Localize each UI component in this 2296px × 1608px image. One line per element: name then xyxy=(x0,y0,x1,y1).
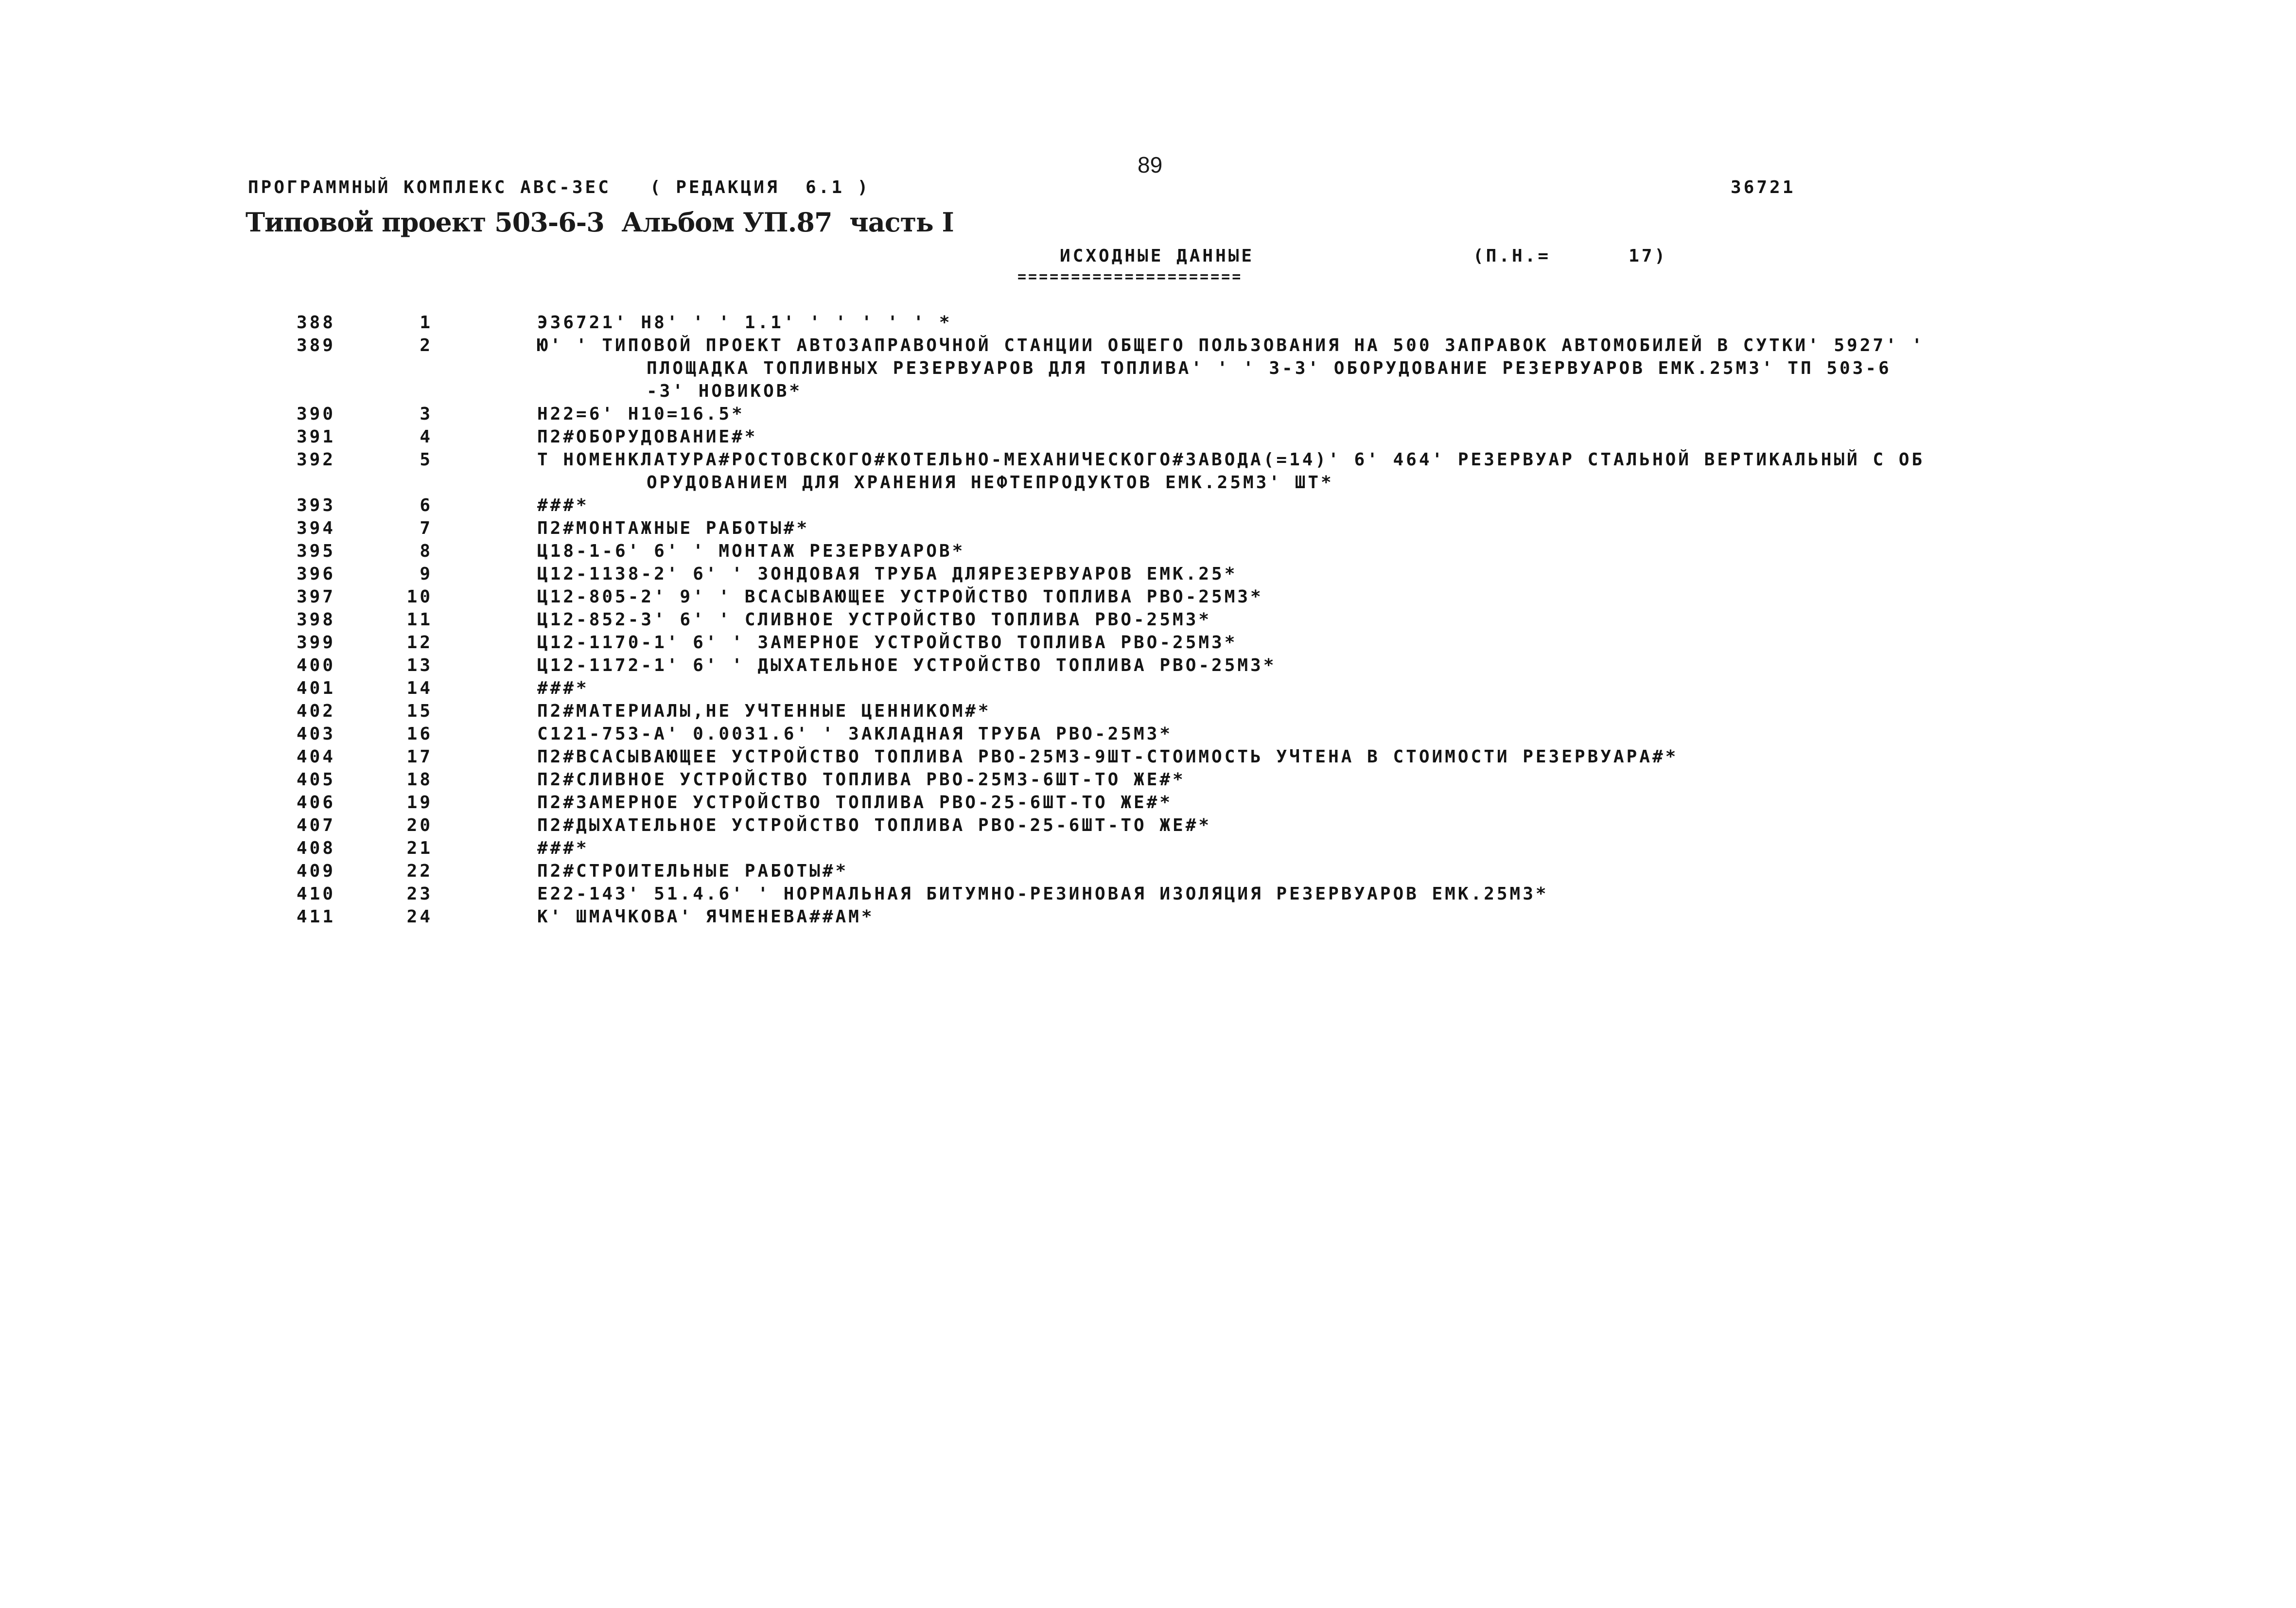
listing-row xyxy=(0,608,2296,631)
record-text: П2#ОБОРУДОВАНИЕ#* xyxy=(537,427,758,447)
listing-continuation-line xyxy=(0,357,2296,380)
record-number: 23 xyxy=(406,884,433,904)
record-text: П2#МАТЕРИАЛЫ,НЕ УЧТЕННЫЕ ЦЕННИКОМ#* xyxy=(537,701,991,721)
record-text: ОРУДОВАНИЕМ ДЛЯ ХРАНЕНИЯ НЕФТЕПРОДУКТОВ ЕМК.25М3' ШТ* xyxy=(647,473,1334,493)
listing-row xyxy=(0,563,2296,585)
listing-row xyxy=(0,700,2296,723)
record-text: ПЛОЩАДКА ТОПЛИВНЫХ РЕЗЕРВУАРОВ ДЛЯ ТОПЛИВА' ' ' 3-3' ОБОРУДОВАНИЕ РЕЗЕРВУАРОВ ЕМК.25М3' ТП 503-6 xyxy=(647,358,1892,378)
page-number: 89 xyxy=(1138,152,1163,177)
record-text: Ц12-852-3' 6' ' СЛИВНОЕ УСТРОЙСТВО ТОПЛИВА РВО-25М3* xyxy=(537,610,1212,630)
record-number: 14 xyxy=(406,678,433,698)
record-text: ###* xyxy=(537,495,589,515)
section-title: ИСХОДНЫЕ ДАННЫЕ xyxy=(1060,246,1255,266)
line-number: 402 xyxy=(296,701,335,721)
record-number: 6 xyxy=(420,495,433,515)
record-text: Ц12-1138-2' 6' ' ЗОНДОВАЯ ТРУБА ДЛЯРЕЗЕРВУАРОВ ЕМК.25* xyxy=(537,564,1238,584)
listing-row xyxy=(0,334,2296,357)
listing-row xyxy=(0,723,2296,745)
record-number: 18 xyxy=(406,770,433,790)
listing-row xyxy=(0,905,2296,928)
record-text: П2#ДЫХАТЕЛЬНОЕ УСТРОЙСТВО ТОПЛИВА РВО-25-6ШТ-ТО ЖЕ#* xyxy=(537,815,1212,835)
line-number: 397 xyxy=(296,587,335,607)
listing-row xyxy=(0,883,2296,905)
record-number: 24 xyxy=(406,907,433,927)
listing-row xyxy=(0,494,2296,517)
record-number: 7 xyxy=(420,518,433,538)
record-number: 11 xyxy=(406,610,433,630)
line-number: 395 xyxy=(296,541,335,561)
record-text: Э36721' Н8' ' ' 1.1' ' ' ' ' ' * xyxy=(537,313,952,333)
record-number: 8 xyxy=(420,541,433,561)
line-number: 398 xyxy=(296,610,335,630)
record-number: 5 xyxy=(420,450,433,470)
program-header: ПРОГРАММНЫЙ КОМПЛЕКС АВС-3ЕС ( РЕДАКЦИЯ 6.1 ) xyxy=(248,177,871,197)
record-number: 12 xyxy=(406,633,433,653)
listing-continuation-line xyxy=(0,380,2296,403)
listing-row xyxy=(0,403,2296,425)
line-number: 400 xyxy=(296,655,335,675)
record-text: Е22-143' 51.4.6' ' НОРМАЛЬНАЯ БИТУМНО-РЕЗИНОВАЯ ИЗОЛЯЦИЯ РЕЗЕРВУАРОВ ЕМК.25М3* xyxy=(537,884,1549,904)
line-number: 411 xyxy=(296,907,335,927)
record-number: 21 xyxy=(406,838,433,858)
line-number: 391 xyxy=(296,427,335,447)
record-number: 3 xyxy=(420,404,433,424)
record-text: П2#ВСАСЫВАЮЩЕЕ УСТРОЙСТВО ТОПЛИВА РВО-25М3-9ШТ-СТОИМОСТЬ УЧТЕНА В СТОИМОСТИ РЕЗЕРВУАРА#* xyxy=(537,747,1679,767)
line-number: 396 xyxy=(296,564,335,584)
listing-row xyxy=(0,448,2296,471)
line-number: 404 xyxy=(296,747,335,767)
record-number: 10 xyxy=(406,587,433,607)
line-number: 408 xyxy=(296,838,335,858)
record-text: П2#МОНТАЖНЫЕ РАБОТЫ#* xyxy=(537,518,810,538)
sheet-reference: (П.Н.= 17) xyxy=(1473,246,1668,266)
listing-row xyxy=(0,585,2296,608)
record-text: П2#СЛИВНОЕ УСТРОЙСТВО ТОПЛИВА РВО-25М3-6ШТ-ТО ЖЕ#* xyxy=(537,770,1186,790)
listing-row xyxy=(0,425,2296,448)
line-number: 401 xyxy=(296,678,335,698)
line-number: 388 xyxy=(296,313,335,333)
line-number: 407 xyxy=(296,815,335,835)
record-text: К' ШМАЧКОВА' ЯЧМЕНЕВА##АМ* xyxy=(537,907,875,927)
source-listing xyxy=(0,311,2296,928)
listing-row xyxy=(0,631,2296,654)
line-number: 392 xyxy=(296,450,335,470)
listing-row xyxy=(0,517,2296,540)
record-number: 4 xyxy=(420,427,433,447)
line-number: 403 xyxy=(296,724,335,744)
line-number: 410 xyxy=(296,884,335,904)
record-text: П2#СТРОИТЕЛЬНЫЕ РАБОТЫ#* xyxy=(537,861,849,881)
record-text: ###* xyxy=(537,838,589,858)
listing-row xyxy=(0,814,2296,837)
listing-row xyxy=(0,860,2296,883)
listing-row xyxy=(0,311,2296,334)
record-text: ###* xyxy=(537,678,589,698)
listing-row xyxy=(0,540,2296,563)
record-number: 22 xyxy=(406,861,433,881)
document-code: 36721 xyxy=(1731,177,1796,197)
listing-row xyxy=(0,791,2296,814)
record-text: Ц12-1172-1' 6' ' ДЫХАТЕЛЬНОЕ УСТРОЙСТВО ТОПЛИВА РВО-25М3* xyxy=(537,655,1277,675)
line-number: 390 xyxy=(296,404,335,424)
record-number: 9 xyxy=(420,564,433,584)
project-stamp: Типовой проект 503-6-3 Альбом УП.87 часть I xyxy=(245,207,954,238)
record-text: Т НОМЕНКЛАТУРА#РОСТОВСКОГО#КОТЕЛЬНО-МЕХАНИЧЕСКОГО#ЗАВОДА(=14)' 6' 464' РЕЗЕРВУАР СТАЛЬНОЙ ВЕРТИКАЛЬНЫЙ С ОБ xyxy=(537,450,1925,470)
listing-continuation-line xyxy=(0,471,2296,494)
listing-row xyxy=(0,837,2296,860)
title-underline: ===================== xyxy=(1017,268,1243,285)
listing-row xyxy=(0,677,2296,700)
record-number: 19 xyxy=(406,793,433,813)
line-number: 406 xyxy=(296,793,335,813)
line-number: 399 xyxy=(296,633,335,653)
record-number: 17 xyxy=(406,747,433,767)
record-number: 2 xyxy=(420,336,433,355)
listing-row xyxy=(0,654,2296,677)
line-number: 389 xyxy=(296,336,335,355)
record-number: 15 xyxy=(406,701,433,721)
record-text: -3' НОВИКОВ* xyxy=(647,381,803,401)
record-text: Н22=6' Н10=16.5* xyxy=(537,404,745,424)
listing-row xyxy=(0,745,2296,768)
record-number: 13 xyxy=(406,655,433,675)
record-number: 20 xyxy=(406,815,433,835)
listing-row xyxy=(0,768,2296,791)
line-number: 405 xyxy=(296,770,335,790)
record-text: Ю' ' ТИПОВОЙ ПРОЕКТ АВТОЗАПРАВОЧНОЙ СТАНЦИИ ОБЩЕГО ПОЛЬЗОВАНИЯ НА 500 ЗАПРАВОК АВТОМОБИЛЕЙ В СУТКИ' 5927' ' xyxy=(537,336,1925,355)
record-number: 16 xyxy=(406,724,433,744)
record-text: С121-753-А' 0.0031.6' ' ЗАКЛАДНАЯ ТРУБА РВО-25М3* xyxy=(537,724,1173,744)
line-number: 394 xyxy=(296,518,335,538)
record-number: 1 xyxy=(420,313,433,333)
line-number: 409 xyxy=(296,861,335,881)
record-text: Ц12-805-2' 9' ' ВСАСЫВАЮЩЕЕ УСТРОЙСТВО ТОПЛИВА РВО-25М3* xyxy=(537,587,1263,607)
line-number: 393 xyxy=(296,495,335,515)
record-text: Ц12-1170-1' 6' ' ЗАМЕРНОЕ УСТРОЙСТВО ТОПЛИВА РВО-25М3* xyxy=(537,633,1238,653)
record-text: Ц18-1-6' 6' ' МОНТАЖ РЕЗЕРВУАРОВ* xyxy=(537,541,965,561)
record-text: П2#ЗАМЕРНОЕ УСТРОЙСТВО ТОПЛИВА РВО-25-6ШТ-ТО ЖЕ#* xyxy=(537,793,1173,813)
